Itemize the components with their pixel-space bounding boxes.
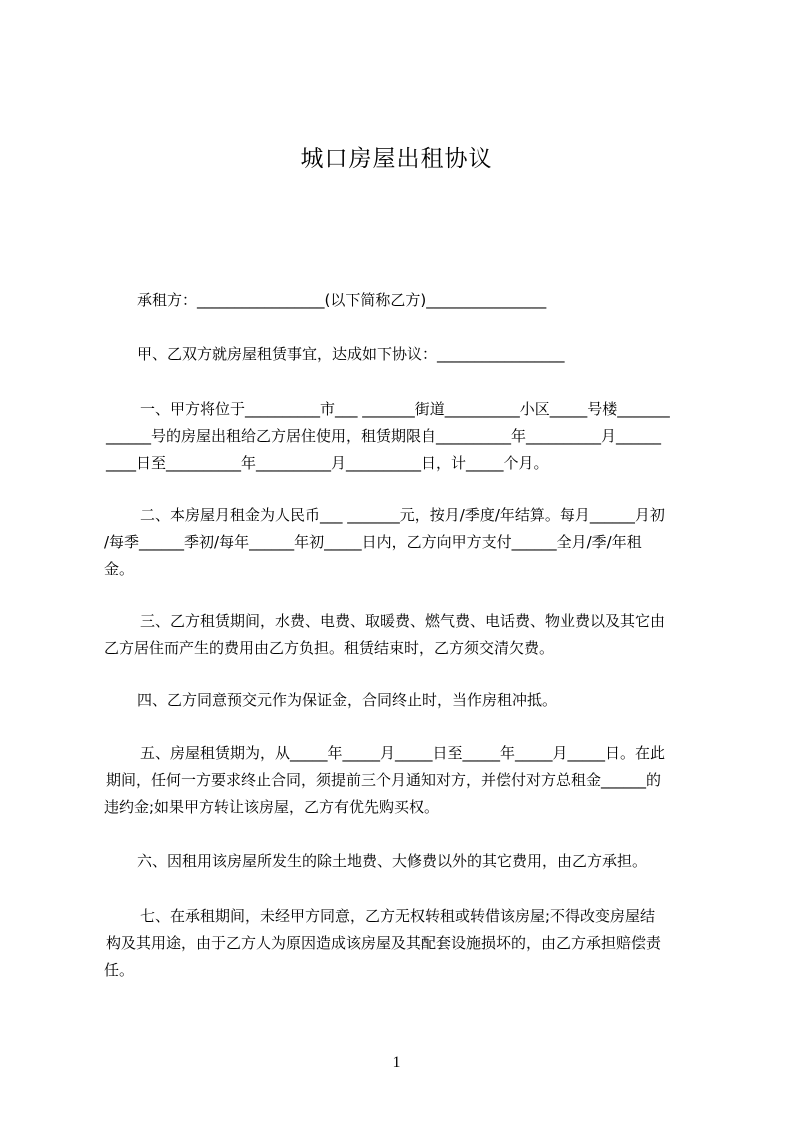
clause-2-line-1: 二、本房屋月租金为人民币___ _______元，按月/季度/年结算。每月______月初 <box>140 506 665 524</box>
clause-1-line-3: ____日至__________年__________月__________日，计_____个月。 <box>106 454 549 472</box>
clause-7-line-1: 七、在承租期间，未经甲方同意，乙方无权转租或转借该房屋;不得改变房屋结 <box>140 907 656 925</box>
clause-7-line-2: 构及其用途，由于乙方人为原因造成该房屋及其配套设施损坏的，由乙方承担赔偿责 <box>106 934 662 952</box>
agreement-intro-line: 甲、乙双方就房屋租赁事宜，达成如下协议：_________________ <box>137 345 565 363</box>
clause-5-line-2: 期间，任何一方要求终止合同，须提前三个月通知对方，并偿付对方总租金______的 <box>106 771 662 789</box>
clause-5-line-1: 五、房屋租赁期为，从_____年_____月_____日至_____年_____月_____日。在此 <box>140 744 666 762</box>
clause-6-line-1: 六、因租用该房屋所发生的除土地费、大修费以外的其它费用，由乙方承担。 <box>137 852 648 870</box>
clause-4-line-1: 四、乙方同意预交元作为保证金，合同终止时，当作房租冲抵。 <box>137 691 558 709</box>
clause-7-line-3: 任。 <box>104 961 135 979</box>
lessee-line: 承租方：_________________(以下简称乙方)________________ <box>137 291 547 309</box>
clause-3-line-1: 三、乙方租赁期间，水费、电费、取暖费、燃气费、电话费、物业费以及其它由 <box>140 612 666 630</box>
page-number: 1 <box>392 1054 401 1071</box>
clause-1-line-1: 一、甲方将位于__________市___ _______街道__________小区_____号楼_______ <box>140 400 670 418</box>
clause-2-line-2: /每季______季初/每年______年初_____日内，乙方向甲方支付______全月/季/年租 <box>104 533 642 551</box>
document-title: 城口房屋出租协议 <box>300 146 493 172</box>
clause-2-line-3: 金。 <box>104 560 135 578</box>
clause-3-line-2: 乙方居住而产生的费用由乙方负担。租赁结束时，乙方须交清欠费。 <box>104 639 555 657</box>
clause-1-line-2: ______号的房屋出租给乙方居住使用，租赁期限自__________年__________月______ <box>106 427 662 445</box>
clause-5-line-3: 违约金;如果甲方转让该房屋，乙方有优先购买权。 <box>104 798 440 816</box>
